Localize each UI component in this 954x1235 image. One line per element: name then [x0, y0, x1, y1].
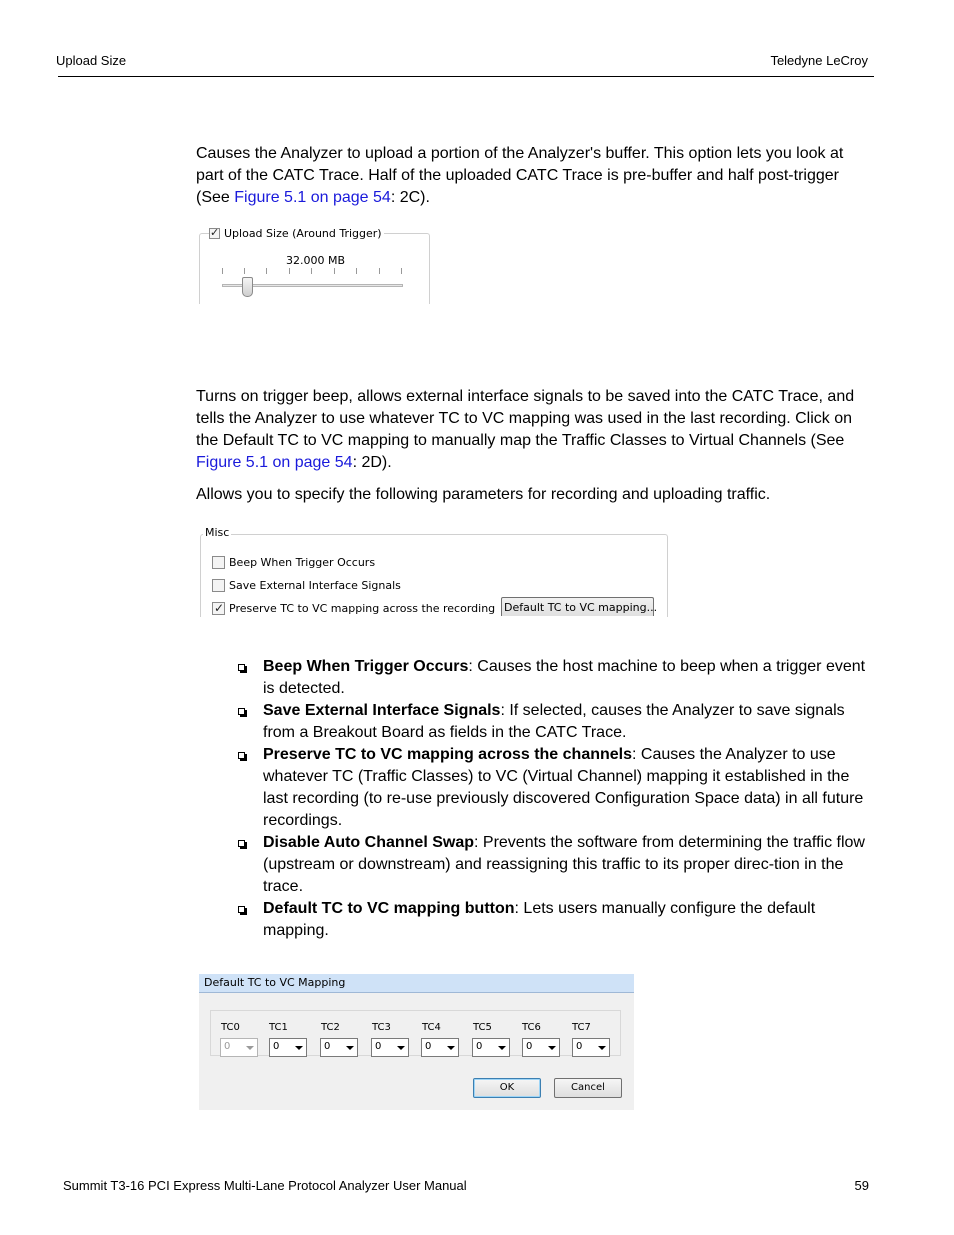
chevron-down-icon: [598, 1046, 606, 1050]
ok-button[interactable]: OK: [473, 1078, 541, 1098]
tc2-select[interactable]: 0: [320, 1038, 358, 1057]
page-number: 59: [854, 1178, 869, 1193]
tc3-label: TC3: [372, 1022, 391, 1033]
upload-size-value: 32.000 MB: [286, 254, 346, 267]
misc-panel: [200, 526, 667, 616]
default-mapping-button[interactable]: Default TC to VC mapping...: [501, 597, 654, 616]
chevron-down-icon: [498, 1046, 506, 1050]
bullet-icon: [238, 752, 245, 759]
misc-intro-after: : 2D).: [352, 454, 392, 471]
header-rule: [58, 76, 874, 77]
bullet-icon: [238, 708, 245, 715]
bullet-icon: [238, 664, 245, 671]
tc5-select[interactable]: 0: [472, 1038, 510, 1057]
figure-link-2[interactable]: Figure 5.1 on page 54: [196, 454, 353, 471]
misc-intro-text: Turns on trigger beep, allows external interface signals to be saved into the CATC Trace, and tells the Analyzer to use whatever TC to VC mapping was used in the last recording. Click on the Default TC to VC mapping to manually map the Traffic Classes to Virtual Channels (See: [196, 388, 855, 449]
tc0-label: TC0: [221, 1022, 240, 1033]
tc6-select[interactable]: 0: [522, 1038, 560, 1057]
running-header-right: Teledyne LeCroy: [770, 53, 868, 68]
upload-size-checkbox-row[interactable]: [209, 227, 384, 240]
footer-title: Summit T3-16 PCI Express Multi-Lane Protocol Analyzer User Manual: [63, 1178, 467, 1193]
tc6-label: TC6: [522, 1022, 541, 1033]
misc-intro-paragraph: [196, 386, 872, 474]
list-item: Preserve TC to VC mapping across the channels: Causes the Analyzer to use whatever TC (Traffic Classes) to VC (Virtual Channel) mapping it established in the last recording (to re-use previously discovered Configuration Space data) in all future recordings.: [237, 744, 877, 832]
upload-size-checkbox[interactable]: [209, 228, 220, 239]
chevron-down-icon: [246, 1046, 254, 1050]
tc1-label: TC1: [269, 1022, 288, 1033]
list-item: Disable Auto Channel Swap: Prevents the software from determining the traffic flow (upstream or downstream) and reassigning this traffic to its proper direc-tion in the trace.: [237, 832, 877, 898]
figure-link[interactable]: Figure 5.1 on page 54: [234, 189, 391, 206]
tc2-label: TC2: [321, 1022, 340, 1033]
tc5-label: TC5: [473, 1022, 492, 1033]
intro-paragraph: [196, 143, 872, 209]
tc1-select[interactable]: 0: [269, 1038, 307, 1057]
beep-label: Beep When Trigger Occurs: [229, 556, 376, 569]
save-signals-checkbox[interactable]: [212, 579, 225, 592]
tc3-select[interactable]: 0: [371, 1038, 409, 1057]
upload-size-slider-thumb[interactable]: [242, 277, 253, 297]
tc4-select[interactable]: 0: [421, 1038, 459, 1057]
list-item: Default TC to VC mapping button: Lets users manually configure the default mapping.: [237, 898, 877, 942]
preserve-mapping-checkbox[interactable]: [212, 602, 225, 615]
intro-text: Causes the Analyzer to upload a portion of the Analyzer's buffer. This option lets you look at part of the CATC Trace. Half of the uploaded CATC Trace is pre-buffer and half post-trigger (See: [196, 145, 844, 206]
bullet-icon: [238, 906, 245, 913]
upload-size-checkbox-label: Upload Size (Around Trigger): [224, 227, 382, 240]
intro-after: : 2C).: [390, 189, 430, 206]
tc-vc-mapping-dialog: [199, 974, 634, 1110]
list-item: Beep When Trigger Occurs: Causes the host machine to beep when a trigger event is detected.: [237, 656, 877, 700]
preserve-mapping-label: Preserve TC to VC mapping across the recording: [229, 602, 496, 615]
beep-option[interactable]: [212, 556, 375, 569]
parameter-list: [237, 656, 877, 942]
cancel-button[interactable]: Cancel: [554, 1078, 622, 1098]
tc0-select: 0: [220, 1038, 258, 1057]
list-item: Save External Interface Signals: If selected, causes the Analyzer to save signals from a Breakout Board as fields in the CATC Trace.: [237, 700, 877, 744]
chevron-down-icon: [447, 1046, 455, 1050]
chevron-down-icon: [548, 1046, 556, 1050]
tc7-label: TC7: [572, 1022, 591, 1033]
allows-paragraph: Allows you to specify the following parameters for recording and uploading traffic.: [196, 486, 771, 503]
tc7-select[interactable]: 0: [572, 1038, 610, 1057]
bullet-icon: [238, 840, 245, 847]
running-header-left: Upload Size: [56, 53, 127, 68]
chevron-down-icon: [295, 1046, 303, 1050]
beep-checkbox[interactable]: [212, 556, 225, 569]
misc-legend: Misc: [205, 526, 230, 539]
chevron-down-icon: [397, 1046, 405, 1050]
dialog-title: Default TC to VC Mapping: [199, 974, 634, 993]
chevron-down-icon: [346, 1046, 354, 1050]
upload-size-panel: [199, 229, 431, 301]
save-signals-option[interactable]: [212, 579, 401, 592]
slider-ticks: [222, 268, 402, 274]
preserve-mapping-option[interactable]: [212, 602, 495, 615]
tc4-label: TC4: [422, 1022, 441, 1033]
save-signals-label: Save External Interface Signals: [229, 579, 401, 592]
